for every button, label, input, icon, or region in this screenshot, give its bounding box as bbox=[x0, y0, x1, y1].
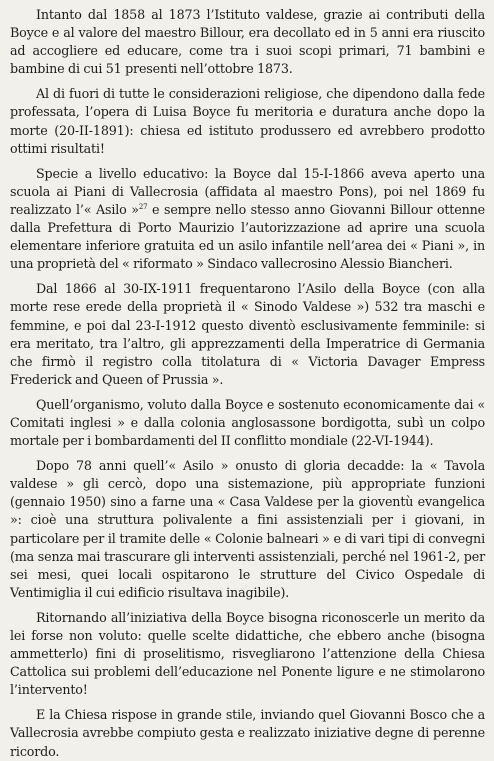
paragraph-3 bbox=[10, 165, 485, 274]
paragraph-6: Dopo 78 anni quell’« Asilo » onusto di gloria decadde: la « Tavola valdese » gli cercò, dopo una sistemazione, più appropriate funzioni (gennaio 1950) sino a farne una « Casa Valdese per la gioventù evangelica »: cioè una struttura polivalente a fini assistenziali per i giovani, in particolare per il tramite delle « Colonie balneari » e di vari tipi di convegni (ma senza mai trascurare gli interventi assistenziali, perché nel 1961-2, per sei mesi, quei locali ospitarono le strutture del Civico Ospedale di Ventimiglia il cui edificio risultava inagibile). bbox=[10, 458, 485, 600]
paragraph-2: Al di fuori di tutte le considerazioni religiose, che dipendono dalla fede professata, l’opera di Luisa Boyce fu meritoria e duratura anche dopo la morte (20-II-1891): chiesa ed istituto produssero ed avrebbero prodotto ottimi risultati! bbox=[10, 86, 485, 156]
footnote-marker: 27 bbox=[138, 202, 148, 211]
paragraph-3-text-after: e sempre nello stesso anno Giovanni Billour ottenne dalla Prefettura di Porto Maurizio l’autorizzazione ad aprire una scuola elementare inferiore gratuita ed un asilo infantile nell’area dei « Piani », in una proprietà del « riformato » Sindaco vallecrosino Alessio Biancheri. bbox=[10, 201, 485, 272]
paragraph-4: Dal 1866 al 30-IX-1911 frequentarono l’Asilo della Boyce (con alla morte rese erede della proprietà il « Sinodo Valdese ») 532 tra maschi e femmine, e poi dal 23-I-1912 questo diventò esclusivamente femminile: si era meritato, tra l’altro, gli apprezzamenti della Imperatrice di Germania che firmò il registro colla titolatura di « Victoria Davager Empress Frederick and Queen of Prussia ». bbox=[10, 281, 485, 387]
paragraph-1: Intanto dal 1858 al 1873 l’Istituto valdese, grazie ai contributi della Boyce e al valore del maestro Billour, era decollato ed in 5 anni era riuscito ad accogliere ed educare, come tra i suoi scopi primari, 71 bambini e bambine di cui 51 presenti nell’ottobre 1873. bbox=[10, 7, 485, 77]
paragraph-5: Quell’organismo, voluto dalla Boyce e sostenuto economicamente dai « Comitati inglesi » e dalla colonia anglosassone bordigotta, subì un colpo mortale per i bombardamenti del II conflitto mondiale (22-VI-1944). bbox=[10, 396, 485, 449]
paragraph-7: Ritornando all’iniziativa della Boyce bisogna riconoscerle un merito da lei forse non voluto: quelle scelte didattiche, che ebbero anche (bisogna ammetterlo) fini di proselitismo, risvegliarono l’attenzione della Chiesa Cattolica sui problemi dell’educazione nel Ponente ligure e ne stimolarono l’intervento! bbox=[10, 609, 485, 698]
paragraph-3-text-before: Specie a livello educativo: la Boyce dal 15-I-1866 aveva aperto una scuola ai Piani di Vallecrosia (affidata al maestro Pons), poi nel 1869 fu realizzato l’« Asilo » bbox=[10, 165, 485, 217]
paragraph-8: E la Chiesa rispose in grande stile, inviando quel Giovanni Bosco che a Vallecrosia avrebbe compiuto gesta e realizzato iniziative degne di perenne ricordo. bbox=[10, 707, 485, 759]
